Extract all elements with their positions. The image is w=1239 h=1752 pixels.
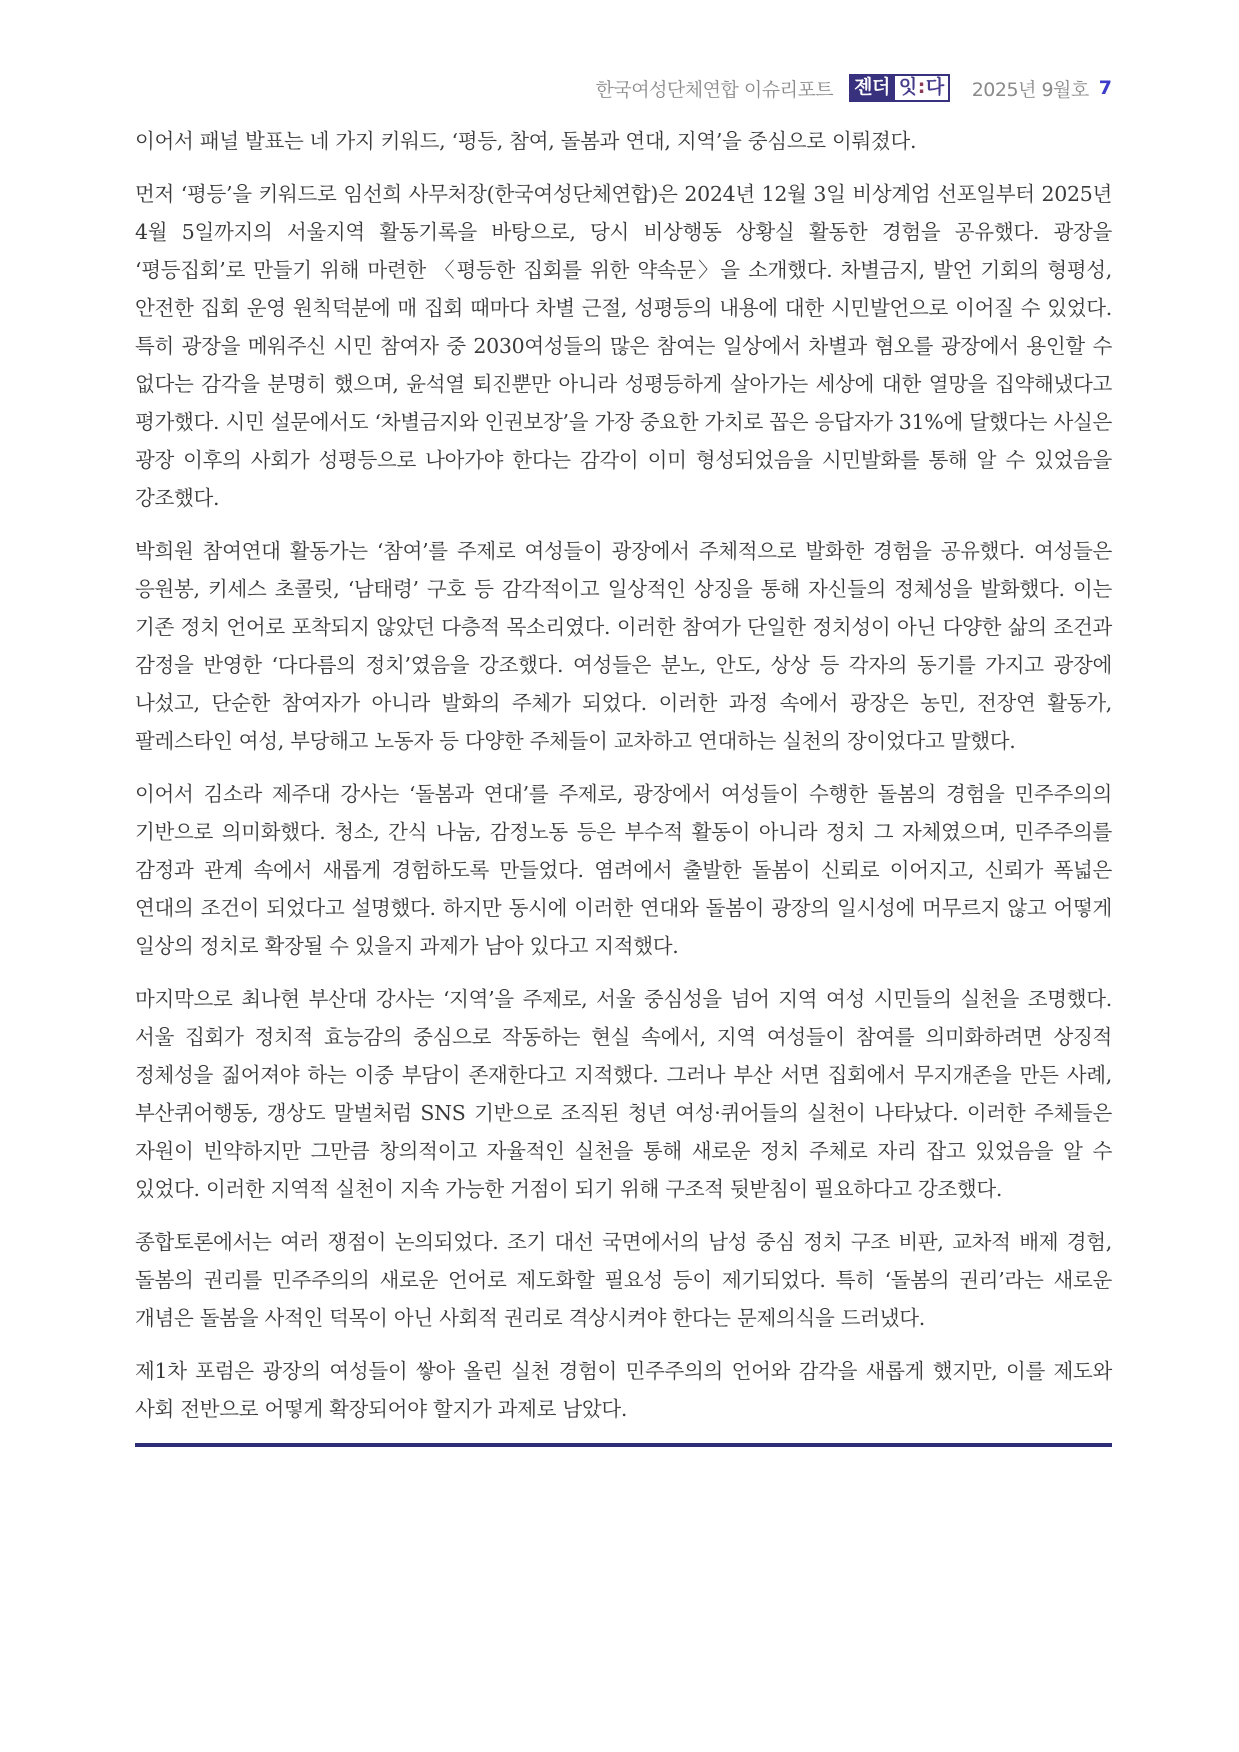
logo-colon: : xyxy=(917,76,925,98)
logo-outlined-post: 다 xyxy=(925,76,944,98)
body-paragraph: 마지막으로 최나현 부산대 강사는 ‘지역’을 주제로, 서울 중심성을 넘어 지역 여성 시민들의 실천을 조명했다. 서울 집회가 정치적 효능감의 중심으로 작동하는 현실 속에서, 지역 여성들이 참여를 의미화하려면 상징적 정체성을 짊어져야 하는 이중 부담이 존재한다고 지적했다. 그러나 부산 서면 집회에서 무지개존을 만든 사례, 부산퀴어행동, 갱상도 말벌처럼 SNS 기반으로 조직된 청년 여성·퀴어들의 실천이 나타났다. 이러한 주체들은 자원이 빈약하지만 그만큼 창의적이고 자율적인 실천을 통해 새로운 정치 주체로 자리 잡고 있었음을 알 수 있었다. 이러한 지역적 실천이 지속 가능한 거점이 되기 위해 구조적 뒷받침이 필요하다고 강조했다. xyxy=(135,987,1112,1201)
article-body xyxy=(135,122,1112,1447)
publication-title: 한국여성단체연합 이슈리포트 xyxy=(595,78,834,101)
body-paragraph: 이어서 패널 발표는 네 가지 키워드, ‘평등, 참여, 돌봄과 연대, 지역’을 중심으로 이뤄졌다. xyxy=(135,129,917,153)
body-paragraph: 이어서 김소라 제주대 강사는 ‘돌봄과 연대’를 주제로, 광장에서 여성들이 수행한 돌봄의 경험을 민주주의의 기반으로 의미화했다. 청소, 간식 나눔, 감정노동 등은 부수적 활동이 아니라 정치 그 자체였으며, 민주주의를 감정과 관계 속에서 새롭게 경험하도록 만들었다. 염려에서 출발한 돌봄이 신뢰로 이어지고, 신뢰가 폭넓은 연대의 조건이 되었다고 설명했다. 하지만 동시에 이러한 연대와 돌봄이 광장의 일시성에 머무르지 않고 어떻게 일상의 정치로 확장될 수 있을지 과제가 남아 있다고 지적했다. xyxy=(135,782,1112,958)
issue-label: 2025년 9월호 xyxy=(971,78,1089,101)
page-number: 7 xyxy=(1098,77,1112,99)
paragraph-list xyxy=(135,122,1112,1428)
logo-outlined-text xyxy=(895,74,950,102)
logo-boxed-text: 젠더 xyxy=(849,74,895,102)
genderitda-logo xyxy=(849,74,950,102)
logo-outlined-pre: 잇 xyxy=(898,76,917,98)
body-paragraph: 종합토론에서는 여러 쟁점이 논의되었다. 조기 대선 국면에서의 남성 중심 정치 구조 비판, 교차적 배제 경험, 돌봄의 권리를 민주주의의 새로운 언어로 제도화할 필요성 등이 제기되었다. 특히 ‘돌봄의 권리’라는 새로운 개념은 돌봄을 사적인 덕목이 아닌 사회적 권리로 격상시켜야 한다는 문제의식을 드러냈다. xyxy=(135,1230,1112,1330)
bottom-rule-divider xyxy=(135,1443,1112,1447)
page-header xyxy=(135,74,1112,102)
body-paragraph: 박희원 참여연대 활동가는 ‘참여’를 주제로 여성들이 광장에서 주체적으로 발화한 경험을 공유했다. 여성들은 응원봉, 키세스 초콜릿, ‘남태령’ 구호 등 감각적이고 일상적인 상징을 통해 자신들의 정체성을 발화했다. 이는 기존 정치 언어로 포착되지 않았던 다층적 목소리였다. 이러한 참여가 단일한 정치성이 아닌 다양한 삶의 조건과 감정을 반영한 ‘다다름의 정치’였음을 강조했다. 여성들은 분노, 안도, 상상 등 각자의 동기를 가지고 광장에 나섰고, 단순한 참여자가 아니라 발화의 주체가 되었다. 이러한 과정 속에서 광장은 농민, 전장연 활동가, 팔레스타인 여성, 부당해고 노동자 등 다양한 주체들이 교차하고 연대하는 실천의 장이었다고 말했다. xyxy=(135,539,1112,753)
body-paragraph: 먼저 ‘평등’을 키워드로 임선희 사무처장(한국여성단체연합)은 2024년 12월 3일 비상계엄 선포일부터 2025년 4월 5일까지의 서울지역 활동기록을 바탕으로, 당시 비상행동 상황실 활동한 경험을 공유했다. 광장을 ‘평등집회’로 만들기 위해 마련한 〈평등한 집회를 위한 약속문〉을 소개했다. 차별금지, 발언 기회의 형평성, 안전한 집회 운영 원칙덕분에 매 집회 때마다 차별 근절, 성평등의 내용에 대한 시민발언으로 이어질 수 있었다. 특히 광장을 메워주신 시민 참여자 중 2030여성들의 많은 참여는 일상에서 차별과 혐오를 광장에서 용인할 수 없다는 감각을 분명히 했으며, 윤석열 퇴진뿐만 아니라 성평등하게 살아가는 세상에 대한 열망을 집약해냈다고 평가했다. 시민 설문에서도 ‘차별금지와 인권보장’을 가장 중요한 가치로 꼽은 응답자가 31%에 달했다는 사실은 광장 이후의 사회가 성평등으로 나아가야 한다는 감각이 이미 형성되었음을 시민발화를 통해 알 수 있었음을 강조했다. xyxy=(135,182,1112,510)
body-paragraph: 제1차 포럼은 광장의 여성들이 쌓아 올린 실천 경험이 민주주의의 언어와 감각을 새롭게 했지만, 이를 제도와 사회 전반으로 어떻게 확장되어야 할지가 과제로 남았다. xyxy=(135,1359,1112,1421)
